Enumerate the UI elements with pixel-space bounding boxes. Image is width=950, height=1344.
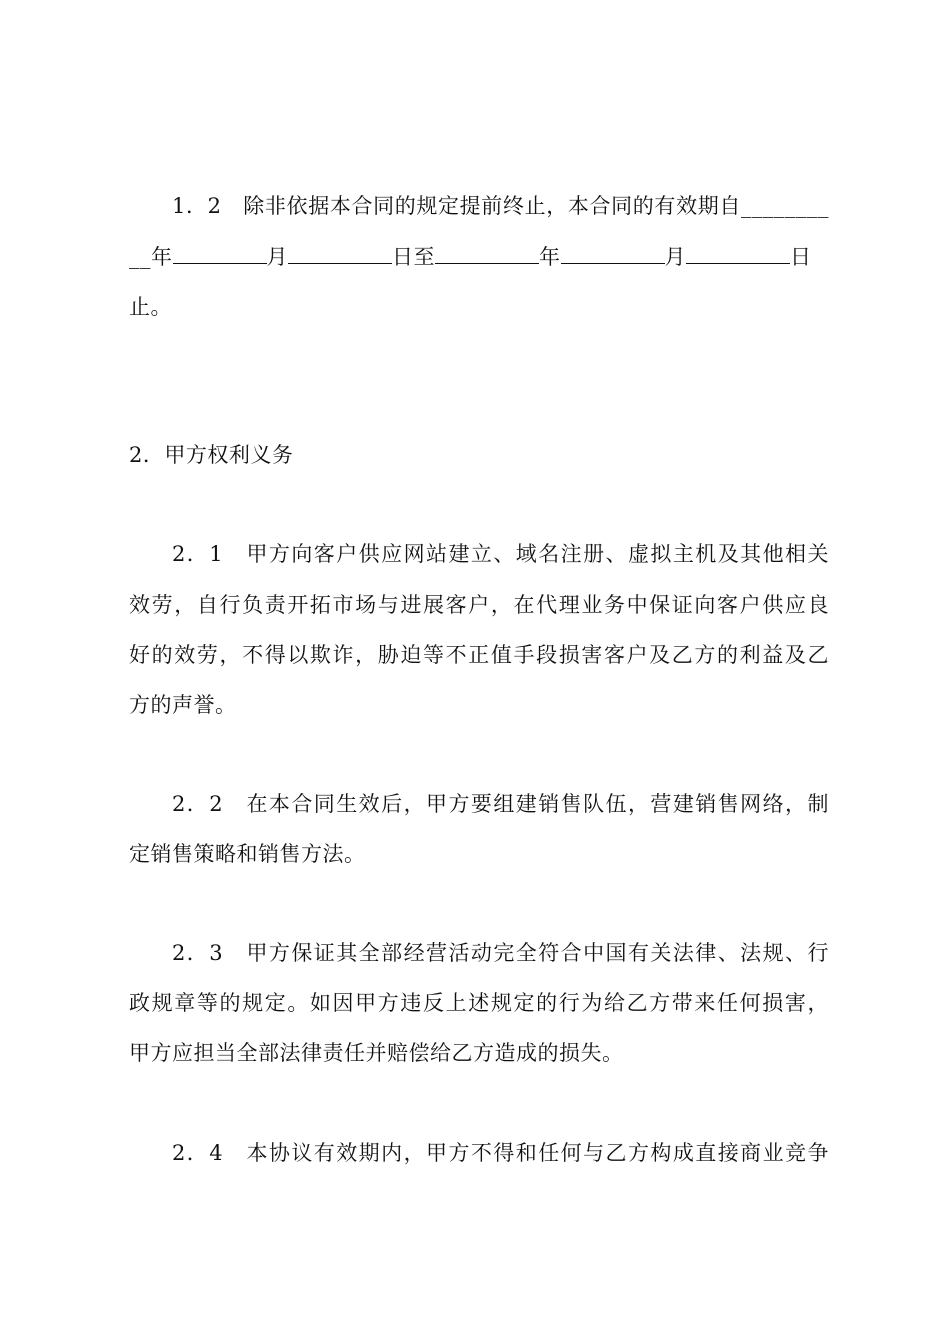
clause-1-2-line-1: 1．2 除非依据本合同的规定提前终止，本合同的有效期自________: [172, 194, 829, 218]
day-blank-1[interactable]: [288, 241, 392, 264]
month-blank-2[interactable]: [561, 241, 665, 264]
clause-2-2-line-2: 定销售策略和销售方法。: [129, 842, 366, 866]
clause-2-2-line-1: 2．2 在本合同生效后，甲方要组建销售队伍，营建销售网络，制: [172, 792, 829, 816]
section-2-heading: 2．甲方权利义务: [129, 443, 294, 467]
clause-2-3-line-1: 2．3 甲方保证其全部经营活动完全符合中国有关法律、法规、行: [172, 941, 829, 965]
month-label-2: 月: [664, 245, 686, 269]
clause-2-1-line-3: 好的效劳，不得以欺诈，胁迫等不正值手段损害客户及乙方的利益及乙: [129, 643, 829, 667]
clause-2-1-line-1: 2．1 甲方向客户供应网站建立、域名注册、虚拟主机及其他相关: [172, 542, 829, 566]
clause-2-1-line-2: 效劳，自行负责开拓市场与进展客户，在代理业务中保证向客户供应良: [129, 593, 829, 617]
clause-2-4-line-1: 2．4 本协议有效期内，甲方不得和任何与乙方构成直接商业竞争: [172, 1141, 829, 1165]
month-label-1: 月: [266, 245, 288, 269]
month-blank-1[interactable]: [173, 241, 267, 264]
year-label-1: __年: [129, 245, 173, 269]
clause-1-2-line-3: 止。: [129, 295, 172, 319]
day-to-label: 日至: [392, 245, 435, 269]
clause-2-1-line-4: 方的声誉。: [129, 693, 237, 717]
day-blank-2[interactable]: [686, 241, 790, 264]
clause-2-3-line-2: 政规章等的规定。如因甲方违反上述规定的行为给乙方带来任何损害，: [129, 991, 829, 1015]
day-label-2: 日: [790, 245, 812, 269]
clause-2-3-line-3: 甲方应担当全部法律责任并赔偿给乙方造成的损失。: [129, 1041, 624, 1065]
year-label-2: 年: [539, 245, 561, 269]
clause-1-2-line-2: [129, 241, 829, 272]
year-blank-2[interactable]: [435, 241, 539, 264]
